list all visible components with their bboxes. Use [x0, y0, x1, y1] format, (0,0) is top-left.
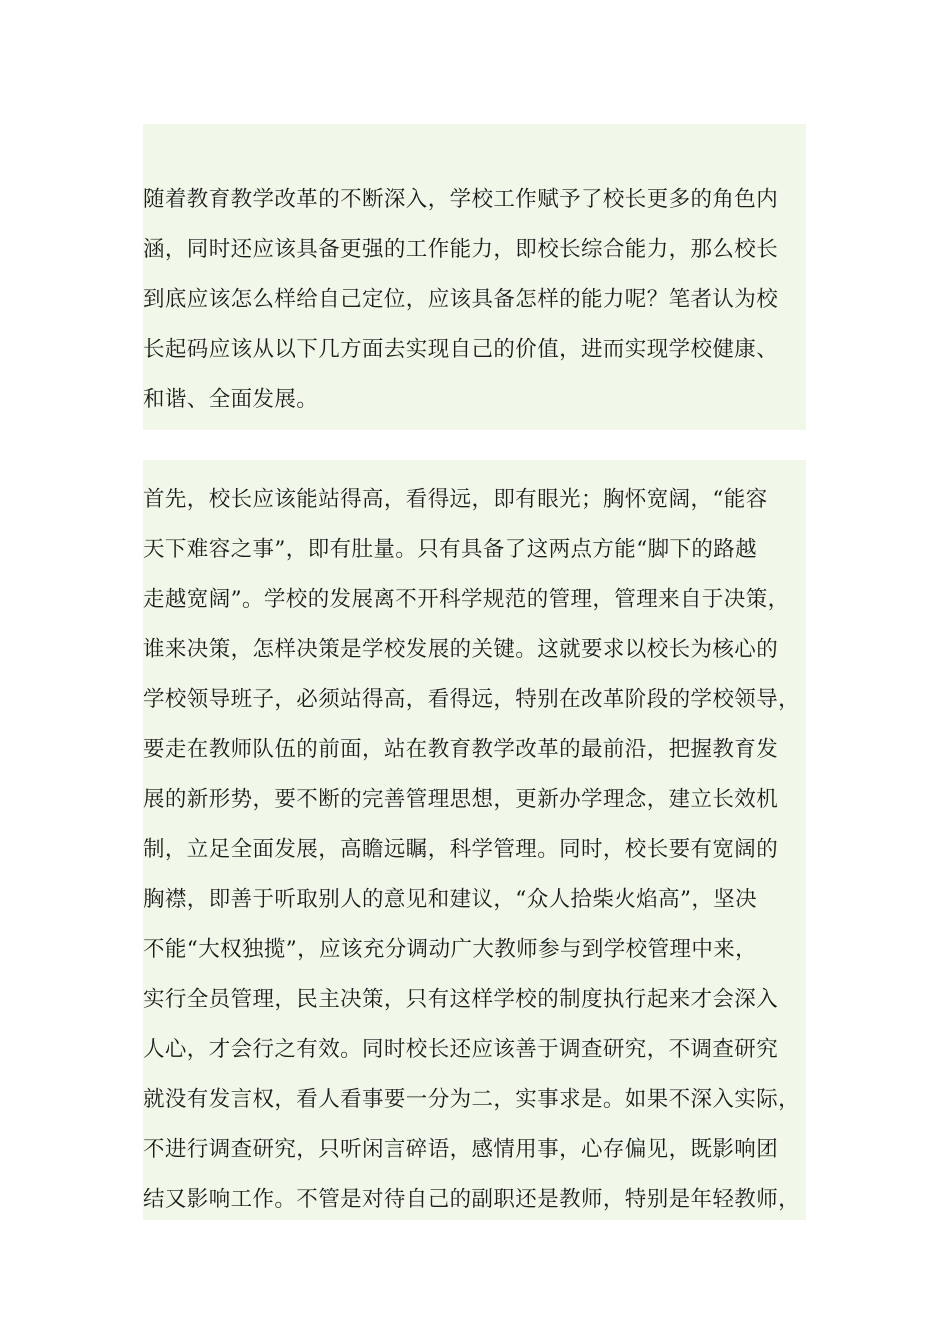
- text-line: 胸襟，即善于听取别人的意见和建议，“众人拾柴火焰高”，坚决: [143, 887, 758, 912]
- text-line: 学校领导班子，必须站得高，看得远，特别在改革阶段的学校领导，: [143, 687, 801, 712]
- text-line: 实行全员管理，民主决策，只有这样学校的制度执行起来才会深入: [143, 987, 779, 1012]
- text-line: 结又影响工作。不管是对待自己的副职还是教师，特别是年轻教师，: [143, 1187, 801, 1212]
- text-line: 就没有发言权，看人看事要一分为二，实事求是。如果不深入实际，: [143, 1087, 801, 1112]
- text-line: 不能“大权独揽”，应该充分调动广大教师参与到学校管理中来，: [143, 937, 758, 962]
- text-line: 不进行调查研究，只听闲言碎语，感情用事，心存偏见，既影响团: [143, 1137, 779, 1162]
- text-line: 和谐、全面发展。: [143, 387, 319, 412]
- paragraph-2: [143, 460, 806, 1220]
- text-line: 长起码应该从以下几方面去实现自己的价值，进而实现学校健康、: [143, 337, 779, 362]
- text-line: 要走在教师队伍的前面，站在教育教学改革的最前沿，把握教育发: [143, 737, 779, 762]
- text-line: 天下难容之事”，即有肚量。只有具备了这两点方能“脚下的路越: [143, 537, 758, 562]
- text-line: 展的新形势，要不断的完善管理思想，更新办学理念，建立长效机: [143, 787, 779, 812]
- text-line: 谁来决策，怎样决策是学校发展的关键。这就要求以校长为核心的: [143, 637, 779, 662]
- text-line: 首先，校长应该能站得高，看得远，即有眼光；胸怀宽阔，“能容: [143, 487, 768, 512]
- text-line: 走越宽阔”。学校的发展离不开科学规范的管理，管理来自于决策，: [143, 587, 790, 612]
- text-line: 制，立足全面发展，高瞻远瞩，科学管理。同时，校长要有宽阔的: [143, 837, 779, 862]
- text-line: 随着教育教学改革的不断深入，学校工作赋予了校长更多的角色内: [143, 187, 779, 212]
- paragraph-1: [143, 124, 806, 430]
- text-line: 人心，才会行之有效。同时校长还应该善于调查研究，不调查研究: [143, 1037, 779, 1062]
- text-line: 涵，同时还应该具备更强的工作能力，即校长综合能力，那么校长: [143, 237, 779, 262]
- text-line: 到底应该怎么样给自己定位，应该具备怎样的能力呢？笔者认为校: [143, 287, 779, 312]
